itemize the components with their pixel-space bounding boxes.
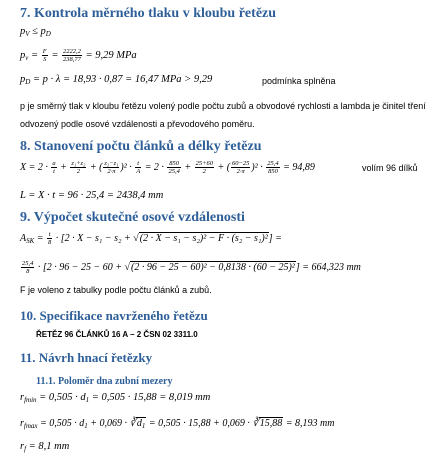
explanation-line-1: p je směrný tlak v kloubu řetězu volený podle počtu zubů a obvodové rychlosti a lambda je činitel tření [20,101,426,111]
l-formula: L = X · t = 96 · 25,4 = 2438,4 mm [20,190,164,201]
pv-formula: $p_v$ = $\frac{F}{S}$ = $\frac{2222,2}{238,77}$ = 9,29 MPa [20,48,137,63]
pv-result: = 9,29 MPa [85,49,137,61]
a-formula: $A_{SK}$ = $\frac{t}{8}$ · [2 · X − s₁ − s₂ + √(2 · X − s₁ − s₂)² − F · (s₂ − s₁)²] = [20,231,282,246]
condition-formula: $p_V \le p_D$ [20,26,51,38]
pD-formula: $p_D = p \cdot \lambda = 18,93 \cdot 0,87 = 16,47$ MPa > 9,29 [20,74,213,86]
section-10-heading: 10. Specifikace navrženého řetězu [20,308,208,323]
f-note: F je voleno z tabulky podle počtu článků a zubů. [20,285,212,295]
x-formula: X = 2 · $\frac{a}{t}$ + $\frac{\text{z₁+z₂}}{2}$ + ( $\frac{\text{z₂−z₁}}{2\cdot\pi}$ )² · $\frac{t}{A}$ = 2 · $\frac{850}{25,4}$ + $\frac{25+60}{2}$ + ( $\frac{60-25}{2\cdot\pi}$ )² · $\frac{25,4}{850}$ = 94,89 [20,160,315,175]
section-7-heading: 7. Kontrola měrného tlaku v kloubu řetězu [20,6,277,21]
rmax-formula: $r_{fmax} = 0,505 \cdot d_1 + 0,069$ · $∛d_1 = 0,505 \cdot 15,88 + 0,069$ · ∛15,88 = 8,193 mm [20,418,335,430]
section-8-heading: 8. Stanovení počtu článků a délky řetězu [20,139,262,154]
a-formula-numeric: $\frac{25,4}{8}$ · [2 · 96 − 25 − 60 + √(2 · 96 − 25 − 60)² − 0,8138 · (60 − 25)²] = 664,323 mm [22,260,361,275]
rf-formula: $r_f = 8,1$ mm [20,441,70,453]
explanation-line-2: odvozený podle osové vzdálenosti a převodového poměru. [20,119,255,129]
pD-note: podmínka splněna [262,76,336,86]
pv-S: S [43,56,47,63]
x-note: volím 96 dílků [362,163,418,173]
pv-F: F [42,48,47,55]
section-9-heading: 9. Výpočet skutečné osové vzdálenosti [20,210,245,225]
section-11-1-heading: 11.1. Poloměr dna zubní mezery [36,376,173,387]
rmin-formula: $r_{fmin} = 0,505 \cdot d_1 = 0,505 \cdot 15,88 = 8,019$ mm [20,392,211,404]
chain-spec: ŘETĚZ 96 ČLÁNKŮ 16 A – 2 ČSN 02 3311.0 [36,330,198,339]
pv-den: 238,77 [63,56,81,63]
section-11-heading: 11. Návrh hnací řetězky [20,350,153,365]
pv-num: 2222,2 [63,48,81,55]
